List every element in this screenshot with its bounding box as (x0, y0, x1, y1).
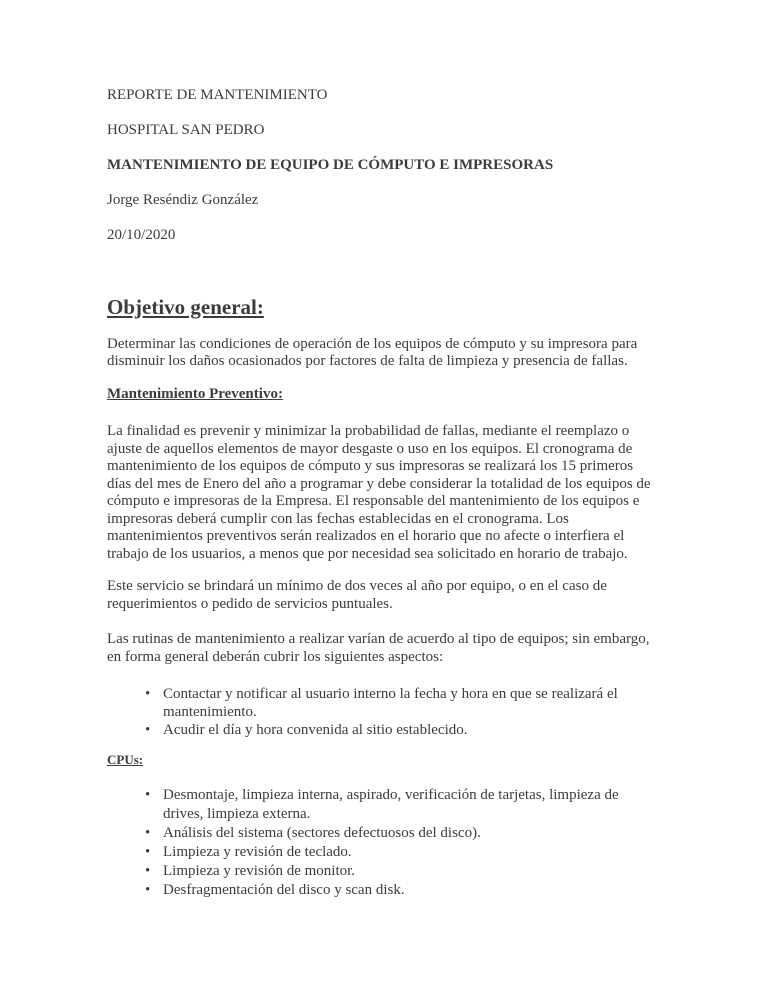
doc-line-report-title: REPORTE DE MANTENIMIENTO (107, 87, 328, 103)
paragraph-preventivo-3: Las rutinas de mantenimiento a realizar varían de acuerdo al tipo de equipos; sin embargo, en forma general deberán cubrir los siguientes aspectos: (107, 631, 650, 665)
cpus-bullet-list (107, 786, 660, 900)
list-item: • Análisis del sistema (sectores defectuosos del disco). (163, 824, 660, 843)
list-item: • Desmontaje, limpieza interna, aspirado, verificación de tarjetas, limpieza de drives, limpieza externa. (163, 786, 660, 824)
doc-line-hospital-name: HOSPITAL SAN PEDRO (107, 122, 265, 138)
doc-line-date: 20/10/2020 (107, 227, 176, 243)
list-item: • Desfragmentación del disco y scan disk. (163, 881, 660, 900)
doc-line-document-title: MANTENIMIENTO DE EQUIPO DE CÓMPUTO E IMPRESORAS (107, 157, 554, 173)
heading-objetivo-general: Objetivo general: (107, 294, 264, 319)
list-item: • Limpieza y revisión de teclado. (163, 843, 660, 862)
list-item: • Limpieza y revisión de monitor. (163, 862, 660, 881)
heading-mantenimiento-preventivo: Mantenimiento Preventivo: (107, 385, 283, 402)
heading-cpus: CPUs: (107, 752, 144, 767)
list-item: • Contactar y notificar al usuario interno la fecha y hora en que se realizará el mantenimiento. (163, 685, 660, 721)
preventivo-bullet-list (107, 685, 660, 739)
list-item: • Acudir el día y hora convenida al sitio establecido. (163, 721, 660, 739)
doc-line-author: Jorge Reséndiz González (107, 192, 259, 208)
paragraph-preventivo-2: Este servicio se brindará un mínimo de dos veces al año por equipo, o en el caso de requerimientos o pedido de servicios puntuales. (107, 578, 607, 612)
paragraph-preventivo-1: La finalidad es prevenir y minimizar la probabilidad de fallas, mediante el reemplazo o ajuste de aquellos elementos de mayor desgaste o uso en los equipos. El cronograma de mantenimiento de los equipos de cómputo y sus impresoras se realizará los 15 primeros días del mes de Enero del año a programar y debe considerar la totalidad de los equipos de cómputo e impresoras de la Empresa. El responsable del mantenimiento de los equipos e impresoras deberá cumplir con las fechas establecidas en el cronograma. Los mantenimientos preventivos serán realizados en el horario que no afecte o interfiera el trabajo de los usuarios, a menos que por necesidad sea solicitado en horario de trabajo. (107, 423, 651, 562)
paragraph-objetivo: Determinar las condiciones de operación de los equipos de cómputo y su impresora para disminuir los daños ocasionados por factores de falta de limpieza y presencia de fallas. (107, 335, 638, 369)
